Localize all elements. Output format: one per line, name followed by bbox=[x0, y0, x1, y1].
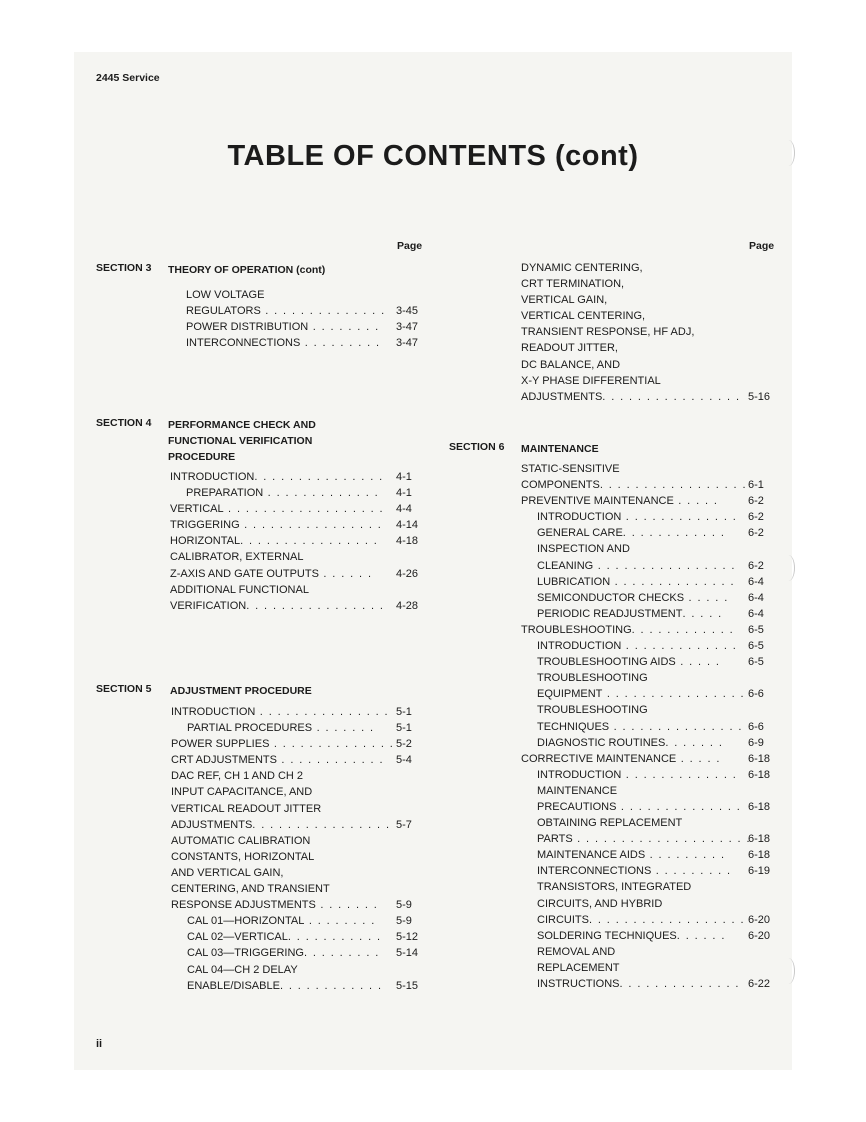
toc-entry-leader-dots: . . . . . . . . bbox=[308, 321, 380, 334]
toc-entry-text: HORIZONTAL bbox=[170, 535, 241, 548]
toc-entry-leader-dots: . . . . . bbox=[682, 607, 723, 620]
toc-entry-title bbox=[521, 493, 718, 509]
toc-entry-text: CAL 03—TRIGGERING bbox=[187, 947, 304, 960]
toc-entry-text: TECHNIQUES bbox=[537, 720, 610, 733]
toc-entry-title bbox=[170, 469, 384, 485]
toc-entry-leader-dots: . . . . . . bbox=[676, 929, 726, 942]
toc-entry-leader-dots: . . . . . . . . . . . . . bbox=[621, 768, 738, 781]
toc-entry-leader-dots: . . . . . . . . . . . . . . bbox=[269, 738, 395, 751]
toc-entry-page: 5-4 bbox=[396, 754, 412, 767]
toc-entry-text: AND VERTICAL GAIN, bbox=[171, 866, 284, 879]
toc-entry-leader-dots: . . . . . . . . . . . . . . . . bbox=[246, 599, 385, 612]
toc-entry-title bbox=[187, 978, 382, 994]
toc-entry-page: 5-15 bbox=[396, 979, 419, 992]
toc-entry-leader-dots: . . . . . bbox=[676, 752, 721, 765]
section-5-title bbox=[170, 683, 312, 699]
toc-entry-title bbox=[521, 276, 624, 292]
section-4-title-line: PROCEDURE bbox=[168, 451, 236, 463]
toc-entry-leader-dots: . . . . . . . . . . . . . . bbox=[619, 978, 740, 990]
toc-entry-leader-dots: . . . . . . . bbox=[312, 722, 375, 735]
toc-entry-title bbox=[521, 324, 694, 340]
toc-entry-leader-dots: . . . . . . . . . . . . . . . bbox=[254, 471, 384, 483]
toc-entry-text: CLEANING bbox=[537, 559, 594, 572]
toc-entry-leader-dots: . . . . . . . . . . . . . bbox=[621, 511, 738, 524]
section-6-title-line: MAINTENANCE bbox=[521, 443, 599, 455]
toc-entry-page: 6-18 bbox=[748, 849, 771, 862]
page-edge-mark bbox=[782, 140, 795, 166]
page-title: TABLE OF CONTENTS (cont) bbox=[227, 140, 639, 172]
toc-entry-leader-dots: . . . . . . . . . . . . . . . . bbox=[602, 390, 741, 403]
toc-entry-page: 6-20 bbox=[748, 929, 771, 942]
toc-entry-title bbox=[537, 879, 691, 895]
toc-entry-title bbox=[537, 863, 732, 879]
toc-entry-title bbox=[171, 801, 321, 817]
toc-entry-text: PARTS bbox=[537, 833, 573, 846]
toc-entry-text: ADJUSTMENTS bbox=[171, 818, 253, 831]
toc-entry-title bbox=[537, 831, 751, 847]
toc-entry-leader-dots: . . . . . . . . . . . . . . . . bbox=[602, 688, 746, 701]
toc-entry-title bbox=[537, 944, 615, 960]
toc-entry-text: CAL 01—HORIZONTAL bbox=[187, 915, 305, 928]
toc-entry-page: 6-6 bbox=[748, 688, 764, 701]
toc-entry-text: SOLDERING TECHNIQUES bbox=[537, 929, 677, 942]
toc-entry-title bbox=[537, 686, 745, 702]
section-5-title-line: ADJUSTMENT PROCEDURE bbox=[170, 685, 312, 697]
section-6-label: SECTION 6 bbox=[449, 441, 505, 453]
page-edge-mark bbox=[782, 958, 795, 984]
toc-entry-text: CIRCUITS, AND HYBRID bbox=[537, 897, 663, 910]
toc-entry-title bbox=[170, 501, 384, 517]
toc-entry-title bbox=[187, 945, 380, 961]
toc-entry-page: 6-2 bbox=[748, 559, 764, 572]
toc-entry-title bbox=[537, 976, 740, 992]
toc-entry-text: CIRCUITS bbox=[537, 913, 589, 926]
toc-entry-page: 4-4 bbox=[396, 503, 412, 516]
toc-entry-title bbox=[537, 815, 682, 831]
toc-entry-title bbox=[537, 960, 620, 976]
toc-entry-title bbox=[537, 928, 726, 944]
toc-entry-text: GENERAL CARE bbox=[537, 527, 623, 540]
toc-entry-text: TROUBLESHOOTING bbox=[521, 623, 632, 636]
toc-entry-text: ADDITIONAL FUNCTIONAL bbox=[170, 583, 309, 596]
toc-entry-text: VERTICAL GAIN, bbox=[521, 294, 608, 307]
toc-entry-leader-dots: . . . . . . . . . . . . . . . . bbox=[252, 818, 391, 831]
toc-entry-page: 6-2 bbox=[748, 527, 764, 540]
toc-entry-page: 3-47 bbox=[396, 321, 419, 334]
toc-entry-leader-dots: . . . . . . . . . . . . . . bbox=[616, 800, 742, 813]
toc-entry-page: 5-7 bbox=[396, 818, 412, 831]
toc-entry-leader-dots: . . . . . . . . . . . bbox=[287, 931, 382, 944]
toc-entry-page: 6-18 bbox=[748, 768, 771, 781]
toc-entry-text: LUBRICATION bbox=[537, 575, 611, 588]
page-header: 2445 Service bbox=[96, 72, 160, 84]
toc-entry-page: 4-1 bbox=[396, 471, 412, 483]
toc-entry-text: AUTOMATIC CALIBRATION bbox=[171, 834, 311, 847]
toc-entry-text: VERIFICATION bbox=[170, 599, 247, 612]
toc-entry-text: PREPARATION bbox=[186, 487, 264, 500]
toc-entry-title bbox=[171, 704, 389, 720]
toc-entry-title bbox=[170, 533, 378, 549]
toc-entry-text: Z-AXIS AND GATE OUTPUTS bbox=[170, 567, 319, 580]
toc-entry-title bbox=[537, 735, 723, 751]
toc-entry-text: REGULATORS bbox=[186, 305, 261, 318]
toc-entry-text: LOW VOLTAGE bbox=[186, 289, 265, 301]
toc-entry-title bbox=[171, 897, 378, 913]
toc-entry-title bbox=[537, 574, 735, 590]
toc-entry-leader-dots: . . . . . . . . . . . . . bbox=[621, 640, 738, 653]
toc-entry-text: VERTICAL CENTERING, bbox=[521, 310, 646, 323]
toc-entry-text: INTRODUCTION bbox=[170, 471, 255, 483]
toc-entry-text: INTRODUCTION bbox=[537, 768, 622, 781]
toc-entry-title bbox=[537, 719, 743, 735]
toc-entry-page: 4-28 bbox=[396, 599, 419, 612]
toc-entry-text: CRT TERMINATION, bbox=[521, 278, 625, 291]
toc-entry-title bbox=[171, 849, 314, 865]
toc-entry-title bbox=[171, 736, 394, 752]
toc-entry-leader-dots: . . . . . . bbox=[318, 567, 373, 580]
toc-entry-title bbox=[537, 654, 720, 670]
toc-entry-page: 5-1 bbox=[396, 706, 412, 718]
toc-entry-text: TRANSIENT RESPONSE, HF ADJ, bbox=[521, 326, 695, 339]
toc-entry-page: 6-6 bbox=[748, 720, 764, 733]
toc-entry-text: DC BALANCE, AND bbox=[521, 358, 621, 371]
toc-entry-text: INTERCONNECTIONS bbox=[537, 865, 652, 878]
toc-entry-page: 6-19 bbox=[748, 865, 771, 878]
toc-entry-leader-dots: . . . . . . . . . bbox=[300, 337, 381, 350]
toc-entry-text: SEMICONDUCTOR CHECKS bbox=[537, 591, 685, 604]
toc-entry-page: 5-1 bbox=[396, 722, 412, 735]
toc-entry-title bbox=[186, 287, 264, 303]
toc-entry-title bbox=[171, 865, 283, 881]
toc-entry-title bbox=[171, 752, 384, 768]
toc-entry-text: RESPONSE ADJUSTMENTS bbox=[171, 899, 316, 912]
toc-entry-text: CENTERING, AND TRANSIENT bbox=[171, 883, 330, 896]
toc-entry-title bbox=[170, 582, 309, 598]
toc-entry-text: INTRODUCTION bbox=[171, 706, 256, 718]
toc-entry-leader-dots: . . . . . . . . . bbox=[651, 865, 732, 878]
toc-entry-text: CONSTANTS, HORIZONTAL bbox=[171, 850, 315, 863]
toc-entry-text: DIAGNOSTIC ROUTINES bbox=[537, 736, 666, 749]
toc-entry-page: 4-1 bbox=[396, 487, 412, 500]
toc-entry-title bbox=[171, 784, 312, 800]
toc-entry-page: 6-5 bbox=[748, 656, 764, 669]
toc-entry-title bbox=[521, 292, 607, 308]
toc-entry-title bbox=[537, 606, 723, 622]
toc-entry-page: 6-4 bbox=[748, 575, 764, 588]
toc-entry-title bbox=[521, 751, 721, 767]
toc-entry-title bbox=[521, 389, 740, 405]
page-number: ii bbox=[96, 1038, 103, 1050]
toc-entry-leader-dots: . . . . . . . . . . . . . . . bbox=[609, 720, 743, 733]
toc-entry-leader-dots: . . . . . bbox=[675, 656, 721, 669]
toc-entry-leader-dots: . . . . . . . . . bbox=[303, 947, 380, 960]
toc-entry-leader-dots: . . . . . . . . . . . . . . . . . . bbox=[223, 503, 385, 516]
toc-entry-title bbox=[537, 702, 648, 718]
toc-entry-text: DYNAMIC CENTERING, bbox=[521, 262, 643, 274]
toc-entry-title bbox=[521, 357, 620, 373]
toc-entry-text: TROUBLESHOOTING bbox=[537, 672, 648, 685]
toc-entry-page: 6-5 bbox=[748, 640, 764, 653]
section-4-label: SECTION 4 bbox=[96, 417, 152, 429]
toc-entry-title bbox=[187, 913, 376, 929]
toc-entry-page: 3-47 bbox=[396, 337, 419, 350]
page-edge-mark bbox=[782, 555, 795, 581]
toc-entry-leader-dots: . . . . . . . . . . . . . bbox=[263, 487, 380, 500]
toc-entry-page: 6-9 bbox=[748, 736, 764, 749]
toc-entry-text: CALIBRATOR, EXTERNAL bbox=[170, 551, 304, 564]
toc-entry-leader-dots: . . . . . . . . . . . . . . . . . . bbox=[588, 913, 745, 926]
toc-entry-text: TROUBLESHOOTING bbox=[537, 704, 648, 717]
section-4-title-line: PERFORMANCE CHECK AND bbox=[168, 419, 316, 431]
toc-entry-leader-dots: . . . . . . . . . . . . . . bbox=[260, 305, 386, 318]
section-4-title bbox=[168, 417, 316, 465]
toc-entry-title bbox=[171, 881, 330, 897]
section-6-title bbox=[521, 441, 599, 457]
toc-entry-text: VERTICAL bbox=[170, 503, 224, 516]
toc-entry-text: OBTAINING REPLACEMENT bbox=[537, 817, 683, 830]
toc-entry-title bbox=[537, 767, 737, 783]
toc-entry-title bbox=[186, 303, 386, 319]
toc-entry-page: 6-20 bbox=[748, 913, 771, 926]
toc-entry-title bbox=[186, 335, 381, 351]
toc-entry-leader-dots: . . . . . . . . . . . . . . . . bbox=[593, 559, 736, 572]
toc-entry-page: 6-18 bbox=[748, 800, 771, 813]
toc-entry-title bbox=[171, 768, 303, 784]
toc-entry-text: EQUIPMENT bbox=[537, 688, 603, 701]
toc-entry-text: DAC REF, CH 1 AND CH 2 bbox=[171, 770, 304, 783]
toc-entry-text: INSPECTION AND bbox=[537, 543, 630, 556]
toc-entry-title bbox=[187, 929, 381, 945]
toc-entry-title bbox=[170, 549, 303, 565]
toc-entry-text: INPUT CAPACITANCE, AND bbox=[171, 786, 313, 799]
toc-entry-leader-dots: . . . . . bbox=[684, 591, 729, 604]
section-5-label: SECTION 5 bbox=[96, 683, 152, 695]
page-column-label-right: Page bbox=[749, 240, 775, 252]
toc-entry-title bbox=[521, 622, 734, 638]
toc-entry-text: READOUT JITTER, bbox=[521, 342, 618, 355]
toc-entry-page: 6-1 bbox=[748, 479, 764, 492]
toc-entry-page: 5-9 bbox=[396, 899, 412, 912]
toc-entry-leader-dots: . . . . . . . . . . . . . . . . bbox=[239, 519, 383, 532]
toc-entry-title bbox=[537, 670, 648, 686]
toc-entry-title bbox=[521, 461, 620, 477]
toc-entry-title bbox=[171, 833, 310, 849]
section-3-label: SECTION 3 bbox=[96, 262, 152, 274]
toc-entry-text: CRT ADJUSTMENTS bbox=[171, 754, 277, 767]
toc-entry-text: PREVENTIVE MAINTENANCE bbox=[521, 495, 674, 508]
toc-entry-page: 5-2 bbox=[396, 738, 412, 751]
toc-entry-page: 5-9 bbox=[396, 915, 412, 928]
toc-entry-title bbox=[537, 896, 662, 912]
toc-entry-text: PARTIAL PROCEDURES bbox=[187, 722, 313, 735]
toc-entry-leader-dots: . . . . . . . . . . . . . . . bbox=[255, 706, 390, 718]
toc-entry-text: REMOVAL AND bbox=[537, 945, 616, 958]
toc-entry-leader-dots: . . . . . . . . . . . . . . . . . . . . bbox=[572, 833, 751, 846]
toc-entry-title bbox=[170, 517, 382, 533]
toc-entry-text: CAL 04—CH 2 DELAY bbox=[187, 963, 298, 976]
toc-entry-title bbox=[521, 260, 643, 276]
toc-entry-title bbox=[187, 962, 298, 978]
toc-entry-page: 6-18 bbox=[748, 752, 771, 765]
toc-entry-text: ADJUSTMENTS bbox=[521, 390, 603, 403]
toc-entry-leader-dots: . . . . . . . . . . . . bbox=[276, 754, 384, 767]
toc-entry-leader-dots: . . . . . . . . bbox=[304, 915, 376, 928]
toc-entry-page: 3-45 bbox=[396, 305, 419, 318]
toc-entry-text: PERIODIC READJUSTMENT bbox=[537, 607, 683, 620]
toc-entry-leader-dots: . . . . . . . bbox=[315, 899, 379, 912]
toc-entry-page: 6-4 bbox=[748, 591, 764, 604]
section-3-title bbox=[168, 262, 325, 278]
toc-entry-page: 6-2 bbox=[748, 495, 764, 508]
toc-entry-text: INSTRUCTIONS bbox=[537, 978, 620, 990]
toc-entry-page: 4-18 bbox=[396, 535, 419, 548]
toc-entry-title bbox=[537, 590, 729, 606]
toc-entry-title bbox=[521, 340, 618, 356]
toc-entry-text: TROUBLESHOOTING AIDS bbox=[537, 656, 676, 669]
toc-entry-title bbox=[537, 558, 736, 574]
toc-entry-page: 4-26 bbox=[396, 567, 419, 580]
toc-entry-title bbox=[537, 799, 741, 815]
toc-entry-leader-dots: . . . . . . . . . . . . . . bbox=[610, 575, 735, 588]
toc-entry-page: 6-5 bbox=[748, 623, 764, 636]
toc-entry-text: REPLACEMENT bbox=[537, 961, 620, 974]
toc-entry-leader-dots: . . . . . . . . . . . . . . . . bbox=[240, 535, 379, 548]
toc-entry-leader-dots: . . . . . . . . . . . . bbox=[622, 527, 726, 540]
toc-entry-title bbox=[537, 847, 725, 863]
toc-entry-page: 6-22 bbox=[748, 978, 771, 990]
toc-entry-text: POWER SUPPLIES bbox=[171, 738, 270, 751]
toc-entry-text: TRIGGERING bbox=[170, 519, 240, 532]
toc-entry-title bbox=[537, 638, 737, 654]
toc-entry-text: VERTICAL READOUT JITTER bbox=[171, 802, 322, 815]
toc-entry-title bbox=[186, 485, 379, 501]
toc-entry-page: 6-18 bbox=[748, 833, 771, 846]
toc-entry-page: 5-12 bbox=[396, 931, 419, 944]
toc-entry-title bbox=[187, 720, 375, 736]
toc-entry-text: MAINTENANCE AIDS bbox=[537, 849, 646, 862]
toc-entry-text: PRECAUTIONS bbox=[537, 800, 617, 813]
toc-entry-text: ENABLE/DISABLE bbox=[187, 979, 280, 992]
toc-entry-title bbox=[521, 373, 661, 389]
toc-entry-title bbox=[170, 598, 384, 614]
toc-entry-page: 5-16 bbox=[748, 390, 771, 403]
section-4-title-line: FUNCTIONAL VERIFICATION bbox=[168, 435, 313, 447]
toc-entry-page: 6-4 bbox=[748, 607, 764, 620]
toc-entry-text: INTERCONNECTIONS bbox=[186, 337, 301, 350]
section-3-title-line: THEORY OF OPERATION (cont) bbox=[168, 264, 326, 276]
toc-entry-title bbox=[170, 566, 372, 582]
toc-entry-text: CORRECTIVE MAINTENANCE bbox=[521, 752, 677, 765]
toc-entry-title bbox=[537, 541, 630, 557]
toc-entry-leader-dots: . . . . . . . . . . . . . . . . . bbox=[599, 479, 747, 492]
toc-entry-leader-dots: . . . . . bbox=[673, 495, 719, 508]
toc-entry-page: 5-14 bbox=[396, 947, 419, 960]
toc-entry-text: TRANSISTORS, INTEGRATED bbox=[537, 881, 692, 894]
toc-entry-title bbox=[521, 477, 747, 493]
toc-entry-title bbox=[537, 525, 725, 541]
toc-entry-title bbox=[537, 783, 617, 799]
toc-entry-text: MAINTENANCE bbox=[537, 784, 618, 797]
toc-entry-title bbox=[171, 817, 390, 833]
page-column-label-left: Page bbox=[397, 240, 423, 252]
toc-entry-title bbox=[537, 509, 737, 525]
toc-entry-text: COMPONENTS bbox=[521, 479, 600, 492]
toc-entry-leader-dots: . . . . . . . bbox=[665, 736, 724, 749]
toc-entry-text: STATIC-SENSITIVE bbox=[521, 463, 620, 475]
toc-entry-title bbox=[521, 308, 645, 324]
toc-entry-text: POWER DISTRIBUTION bbox=[186, 321, 309, 334]
toc-entry-page: 6-2 bbox=[748, 511, 764, 524]
toc-entry-text: X-Y PHASE DIFFERENTIAL bbox=[521, 374, 661, 387]
toc-entry-page: 4-14 bbox=[396, 519, 419, 532]
toc-entry-text: INTRODUCTION bbox=[537, 640, 622, 653]
toc-entry-text: INTRODUCTION bbox=[537, 511, 622, 524]
toc-entry-title bbox=[186, 319, 380, 335]
toc-entry-leader-dots: . . . . . . . . . bbox=[645, 849, 726, 862]
toc-entry-leader-dots: . . . . . . . . . . . . bbox=[279, 979, 383, 992]
toc-entry-title bbox=[537, 912, 745, 928]
toc-entry-leader-dots: . . . . . . . . . . . . bbox=[631, 623, 735, 636]
toc-entry-text: CAL 02—VERTICAL bbox=[187, 931, 288, 944]
